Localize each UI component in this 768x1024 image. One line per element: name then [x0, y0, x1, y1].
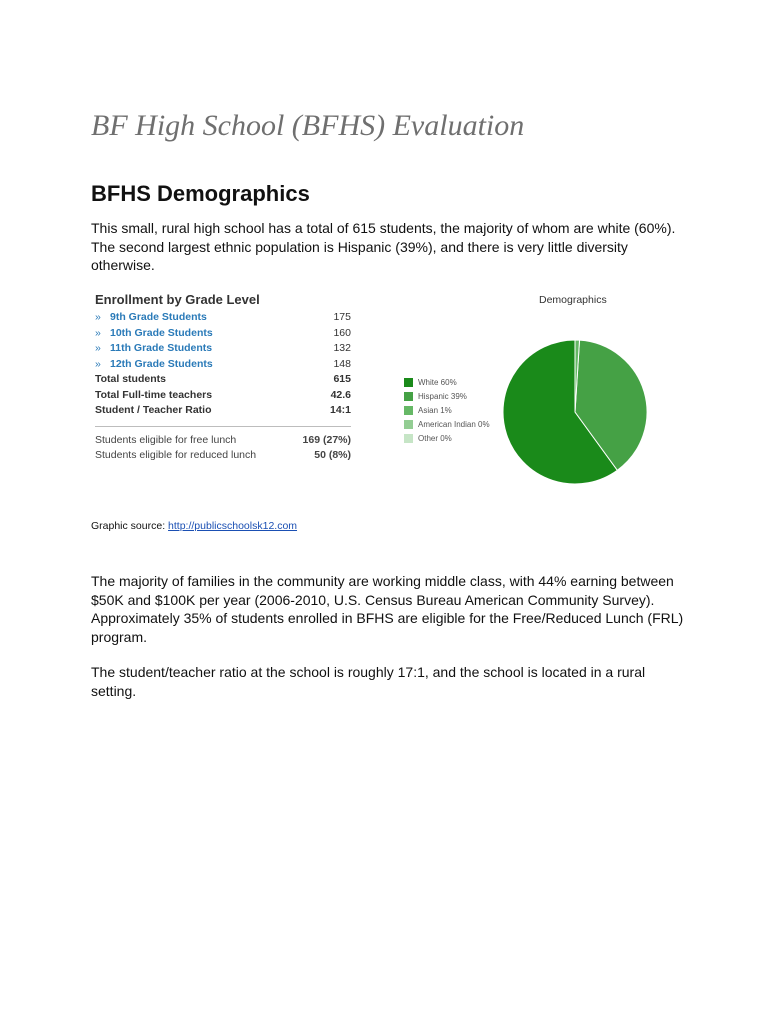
grade-row[interactable] [95, 310, 351, 326]
grade-link[interactable]: 10th Grade Students [110, 326, 213, 339]
legend-item [404, 431, 490, 445]
total-value: 42.6 [330, 388, 351, 401]
grade-link[interactable]: 9th Grade Students [110, 311, 207, 323]
lunch-label: Students eligible for free lunch [95, 433, 237, 446]
arrow-icon: » [95, 357, 101, 370]
legend-swatch [404, 378, 413, 387]
document-title: BF High School (BFHS) Evaluation [91, 109, 525, 142]
section-heading: BFHS Demographics [91, 181, 310, 206]
arrow-icon: » [95, 342, 101, 354]
lunch-label: Students eligible for reduced lunch [95, 449, 257, 461]
arrow-icon: » [95, 311, 101, 323]
lunch-value: 169 (27%) [302, 433, 351, 446]
lunch-value: 50 (8%) [314, 449, 351, 461]
total-label: Total students [95, 373, 166, 385]
grade-value: 132 [333, 342, 351, 354]
grade-value: 148 [333, 357, 351, 370]
legend-label: Other 0% [418, 433, 452, 443]
legend-label: White 60% [418, 378, 457, 388]
chart-legend [404, 376, 490, 445]
grade-link[interactable]: 11th Grade Students [110, 342, 213, 354]
grade-row[interactable] [95, 326, 351, 342]
legend-label: Asian 1% [418, 405, 452, 415]
legend-swatch [404, 406, 413, 415]
arrow-icon: » [95, 326, 101, 339]
legend-label: American Indian 0% [418, 419, 490, 429]
total-label: Total Full-time teachers [95, 388, 213, 401]
grade-value: 160 [333, 326, 351, 339]
enrollment-title: Enrollment by Grade Level [95, 292, 260, 307]
graphic-source [91, 520, 297, 532]
free-lunch-row [95, 433, 351, 449]
source-label: Graphic source: [91, 520, 169, 532]
divider [95, 426, 351, 427]
legend-item [404, 376, 490, 390]
demographics-pie-chart [502, 339, 648, 485]
legend-item [404, 404, 490, 418]
chart-title: Demographics [539, 294, 607, 306]
total-value: 14:1 [329, 404, 351, 416]
ratio-row [95, 403, 351, 419]
legend-label: Hispanic 39% [418, 392, 467, 402]
grade-row[interactable] [95, 357, 351, 373]
legend-item [404, 390, 490, 404]
legend-swatch [404, 420, 413, 429]
source-link[interactable]: http://publicschoolsk12.com [168, 520, 298, 532]
legend-item [404, 417, 490, 431]
grade-link[interactable]: 12th Grade Students [110, 357, 213, 370]
legend-swatch [404, 434, 413, 443]
legend-swatch [404, 392, 413, 401]
ratio-paragraph: The student/teacher ratio at the school is roughly 17:1, and the school is located in a rural setting. [91, 664, 646, 699]
intro-paragraph: This small, rural high school has a total of 615 students, the majority of whom are white (60%). The second largest ethnic population is Hispanic (39%), and there is very little diversity otherwise. [91, 220, 676, 273]
total-teachers-row [95, 388, 351, 404]
reduced-lunch-row [95, 448, 351, 464]
grade-value: 175 [333, 311, 351, 323]
enrollment-table [95, 292, 351, 464]
grade-row[interactable] [95, 341, 351, 357]
total-students-row [95, 372, 351, 388]
income-paragraph: The majority of families in the community are working middle class, with 44% earning between $50K and $100K per year (2006-2010, U.S. Census Bureau American Community Survey). Approximately 35% of students enrolled in BFHS are eligible for the Free/Reduced Lunch (FRL) program. [91, 573, 684, 645]
total-value: 615 [333, 373, 351, 385]
total-label: Student / Teacher Ratio [95, 404, 212, 416]
